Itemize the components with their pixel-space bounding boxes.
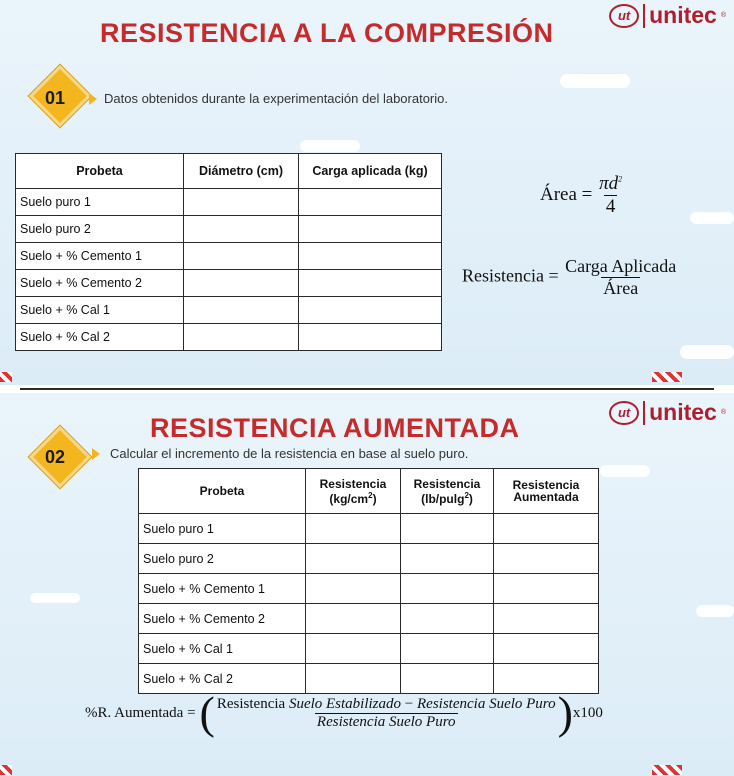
logo-divider: [643, 401, 645, 425]
divider-line: [20, 388, 714, 390]
table-row: [139, 514, 599, 544]
header-text: Resistencia: [413, 476, 481, 491]
column-header-lbpulg2: [401, 469, 494, 514]
row-label: Suelo + % Cal 1: [139, 634, 306, 664]
formula-denominator: Resistencia Suelo Puro: [316, 713, 456, 730]
empty-cell: [494, 634, 599, 664]
numerator-text: Resistencia: [216, 695, 289, 712]
header-text: Resistencia: [319, 476, 387, 491]
empty-cell: [401, 574, 494, 604]
formula-lhs: %R. Aumentada =: [85, 704, 196, 721]
logo-registered: ®: [720, 409, 726, 416]
row-label: Suelo + % Cemento 2: [16, 270, 184, 297]
empty-cell: [306, 514, 401, 544]
table-row: [16, 189, 442, 216]
formula-fraction: [215, 696, 558, 731]
data-table-aumentada: [138, 468, 599, 694]
row-label: Suelo + % Cal 2: [139, 664, 306, 694]
empty-cell: [306, 574, 401, 604]
formula-fraction: [597, 173, 624, 218]
formula-numerator: [215, 696, 558, 713]
column-header: Probeta: [16, 154, 184, 189]
header-unit-close: ): [372, 491, 377, 506]
paren-close: ): [557, 687, 573, 738]
empty-cell: [299, 216, 442, 243]
table-row: [139, 634, 599, 664]
table-row: [16, 270, 442, 297]
row-label: Suelo puro 1: [16, 189, 184, 216]
formula-tail: x100: [572, 704, 603, 721]
column-header-kgcm2: [306, 469, 401, 514]
section-subtitle: Datos obtenidos durante la experimentación del laboratorio.: [104, 91, 448, 106]
table-row: [139, 574, 599, 604]
empty-cell: [494, 544, 599, 574]
row-label: Suelo + % Cemento 1: [16, 243, 184, 270]
empty-cell: [401, 604, 494, 634]
unitec-logo: [609, 399, 726, 426]
header-text: Aumentada: [513, 490, 579, 504]
column-header: Diámetro (cm): [184, 154, 299, 189]
formula-numerator: [597, 173, 624, 195]
formula-lhs: Área =: [540, 183, 593, 205]
numerator-italic: Resistencia Suelo Puro: [417, 695, 556, 712]
empty-cell: [306, 664, 401, 694]
arrow-right-icon: [92, 448, 100, 460]
formula-pi-d: πd: [599, 173, 619, 194]
formula-denominator: Área: [603, 278, 639, 298]
table-row: [16, 216, 442, 243]
empty-cell: [401, 514, 494, 544]
section-aumentada: [0, 393, 734, 776]
row-label: Suelo puro 2: [139, 544, 306, 574]
header-exponent: 2: [464, 490, 469, 500]
empty-cell: [184, 216, 299, 243]
header-unit: (kg/cm: [329, 491, 369, 506]
empty-cell: [494, 664, 599, 694]
formula-exponent: 2: [618, 174, 623, 184]
formula-denominator: 4: [605, 196, 616, 217]
cloud-decoration: [30, 593, 80, 603]
section-compresion: [0, 0, 734, 385]
table-row: [16, 324, 442, 351]
logo-word: unitec: [649, 2, 717, 28]
cloud-decoration: [696, 605, 734, 617]
table-row: [139, 544, 599, 574]
empty-cell: [306, 544, 401, 574]
row-label: Suelo + % Cemento 2: [139, 604, 306, 634]
barrier-decoration: [652, 372, 682, 382]
empty-cell: [184, 297, 299, 324]
table-row: [16, 243, 442, 270]
numerator-italic: Suelo Estabilizado: [288, 695, 402, 712]
numerator-minus: −: [401, 695, 417, 712]
empty-cell: [401, 664, 494, 694]
logo-mark: ut: [609, 401, 639, 425]
data-table-compresion: [15, 153, 442, 351]
barrier-decoration: [652, 765, 682, 775]
header-exponent: 2: [368, 490, 373, 500]
empty-cell: [494, 514, 599, 544]
empty-cell: [306, 604, 401, 634]
cloud-decoration: [680, 345, 734, 359]
section-title: RESISTENCIA AUMENTADA: [150, 413, 520, 443]
header-text: Resistencia: [512, 478, 580, 492]
logo-divider: [643, 4, 645, 28]
cloud-decoration: [560, 74, 630, 88]
empty-cell: [299, 297, 442, 324]
row-label: Suelo + % Cal 2: [16, 324, 184, 351]
logo-registered: ®: [720, 12, 726, 19]
barrier-decoration: [0, 765, 12, 775]
empty-cell: [184, 324, 299, 351]
formula-numerator: Carga Aplicada: [565, 256, 677, 276]
header-unit: (lb/pulg: [421, 491, 465, 506]
empty-cell: [299, 243, 442, 270]
step-number-badge: 02: [44, 447, 66, 467]
formula-area: [540, 173, 624, 218]
formula-resistencia-aumentada: [85, 687, 603, 738]
step-number-badge: 01: [44, 88, 66, 108]
table-row: [139, 604, 599, 634]
barrier-decoration: [0, 372, 12, 382]
column-header: Carga aplicada (kg): [299, 154, 442, 189]
cloud-decoration: [690, 212, 734, 224]
logo-mark: ut: [609, 4, 639, 28]
empty-cell: [401, 544, 494, 574]
empty-cell: [299, 189, 442, 216]
empty-cell: [494, 574, 599, 604]
paren-open: (: [199, 687, 215, 738]
empty-cell: [299, 270, 442, 297]
section-subtitle: Calcular el incremento de la resistencia en base al suelo puro.: [110, 446, 469, 461]
cloud-decoration: [300, 140, 360, 152]
empty-cell: [184, 189, 299, 216]
formula-lhs: Resistencia =: [462, 265, 559, 286]
column-header-aumentada: [494, 469, 599, 514]
empty-cell: [306, 634, 401, 664]
arrow-right-icon: [89, 93, 97, 105]
formula-fraction: [563, 256, 678, 299]
column-header-probeta: Probeta: [139, 469, 306, 514]
table-header-row: [16, 154, 442, 189]
formula-resistencia: [462, 256, 678, 299]
table-row: [16, 297, 442, 324]
page-title: RESISTENCIA A LA COMPRESIÓN: [100, 18, 554, 48]
logo-word: unitec: [649, 399, 717, 425]
empty-cell: [299, 324, 442, 351]
row-label: Suelo puro 1: [139, 514, 306, 544]
cloud-decoration: [600, 465, 650, 477]
table-header-row: [139, 469, 599, 514]
row-label: Suelo + % Cemento 1: [139, 574, 306, 604]
empty-cell: [184, 270, 299, 297]
empty-cell: [401, 634, 494, 664]
row-label: Suelo + % Cal 1: [16, 297, 184, 324]
unitec-logo: [609, 2, 726, 29]
row-label: Suelo puro 2: [16, 216, 184, 243]
header-unit-close: ): [468, 491, 473, 506]
empty-cell: [184, 243, 299, 270]
empty-cell: [494, 604, 599, 634]
